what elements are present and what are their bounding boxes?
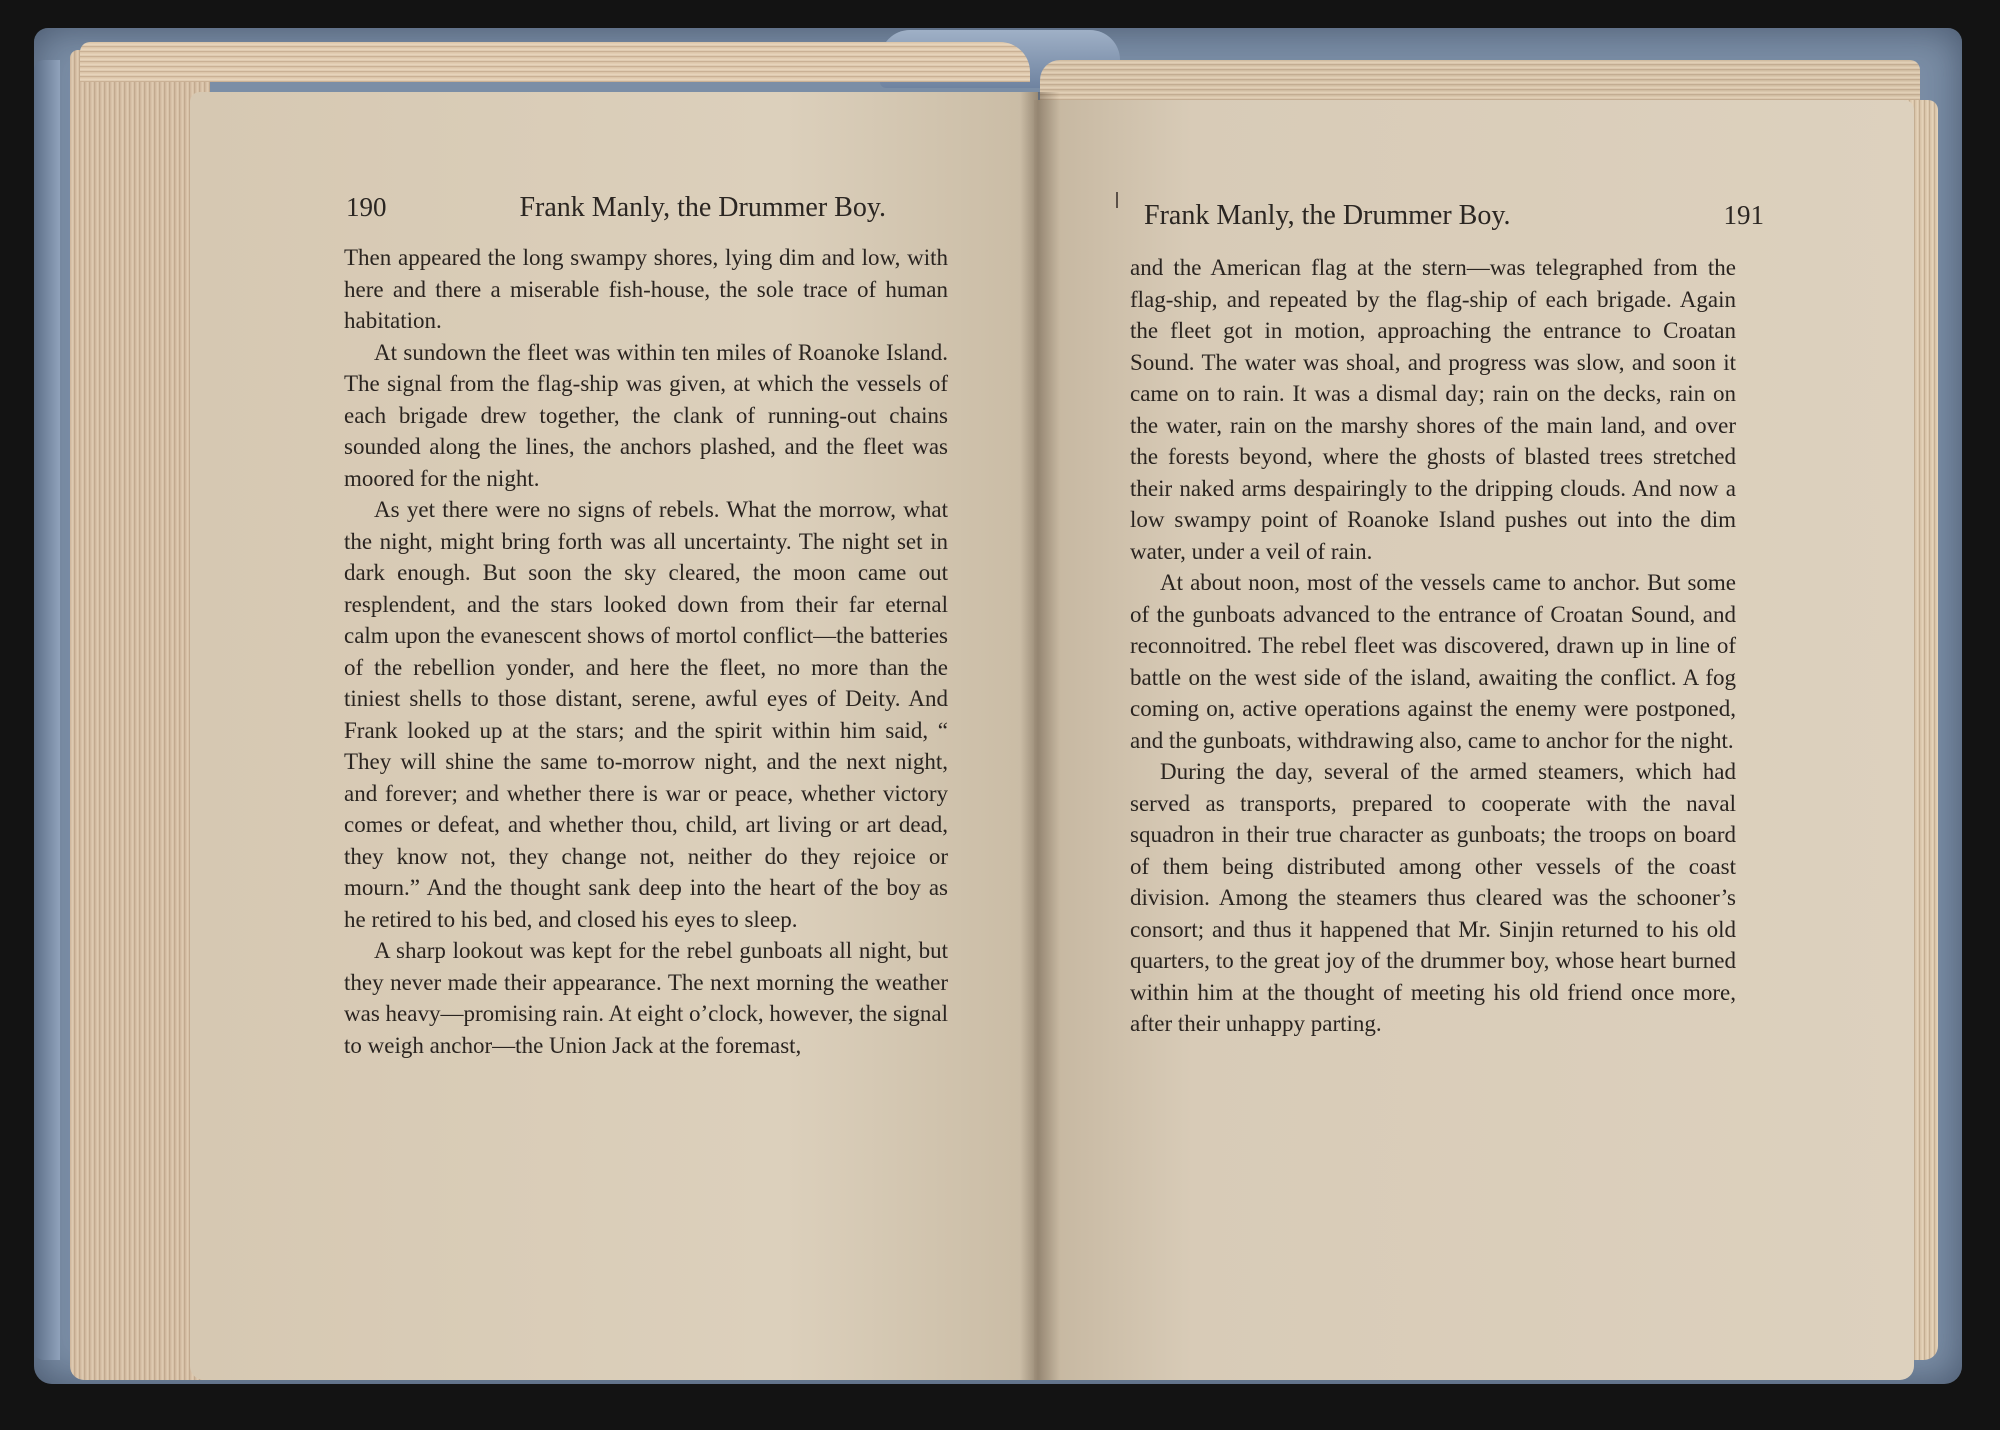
- right-page-body: [1130, 252, 1736, 1040]
- left-page-body: [344, 242, 948, 1061]
- left-page: [190, 92, 1038, 1380]
- paragraph: At sundown the fleet was within ten miles of Roanoke Island. The signal from the flag-ship was given, at which the vessels of each brigade drew together, the clank of running-out chains sounded along the lines, the anchors plashed, and the fleet was moored for the night.: [344, 339, 948, 491]
- paragraph: As yet there were no signs of rebels. What the morrow, what the night, might bring forth was all uncertainty. The night set in dark enough. But soon the sky cleared, the moon came out resplendent, and the stars looked down from their far eternal calm upon the evanescent shows of mortol conflict—the batteries of the rebellion yonder, and here the fleet, no more than the tiniest shells to those distant, serene, awful eyes of Deity. And Frank looked up at the stars; and the spirit within him said, “ They will shine the same to-morrow night, and the next night, and forever; and whether there is war or peace, whether victory comes or defeat, and whether thou, child, art living or art dead, they know not, they change not, neither do they rejoice or mourn.” And the thought sank deep into the heart of the boy as he retired to his bed, and closed his eyes to sleep.: [344, 497, 948, 932]
- cover-edge: [34, 60, 60, 1360]
- page-block-edge-left: [70, 50, 210, 1380]
- book-gutter: [1020, 92, 1060, 1380]
- paragraph: Then appeared the long swampy shores, lying dim and low, with here and there a miserable fish-house, the sole trace of human habitation.: [344, 245, 948, 333]
- left-page-number: 190: [346, 192, 387, 222]
- paragraph: During the day, several of the armed steamers, which had served as transports, prepared to cooperate with the naval squadron in their true character as gunboats; the troops on board of them being distributed among other vessels of the coast division. Among the steamers thus cleared was the schooner’s consort; and thus it happened that Mr. Sinjin returned to his old quarters, to the great joy of the drummer boy, whose heart burned within him at the thought of meeting his old friend once more, after their unhappy parting.: [1130, 759, 1736, 1036]
- page-block-edge-top-right: [1040, 60, 1920, 100]
- page-block-edge-top-left: [80, 42, 1030, 82]
- paragraph: A sharp lookout was kept for the rebel gunboats all night, but they never made their appearance. The next morning the weather was heavy—promising rain. At eight o’clock, however, the signal to weigh anchor—the Union Jack at the foremast,: [344, 938, 948, 1058]
- right-running-head: Frank Manly, the Drummer Boy.: [1144, 200, 1511, 231]
- left-page-header: [346, 190, 886, 225]
- paragraph: and the American flag at the stern—was telegraphed from the flag-ship, and repeated by the flag-ship of each brigade. Again the fleet got in motion, approaching the entrance to Croatan Sound. The water was shoal, and progress was slow, and soon it came on to rain. It was a dismal day; rain on the decks, rain on the water, rain on the marshy shores of the main land, and over the forests beyond, where the ghosts of blasted trees stretched their naked arms despairingly to the dripping clouds. And now a low swampy point of Roanoke Island pushes out into the dim water, under a veil of rain.: [1130, 255, 1736, 564]
- right-page: [1034, 100, 1914, 1380]
- left-running-head: Frank Manly, the Drummer Boy.: [519, 192, 886, 223]
- print-mark: [1116, 192, 1118, 208]
- right-page-number: 191: [1723, 200, 1764, 230]
- right-page-header: [1144, 198, 1764, 233]
- paragraph: At about noon, most of the vessels came to anchor. But some of the gunboats advanced to the entrance of Croatan Sound, and reconnoitred. The rebel fleet was discovered, drawn up in line of battle on the west side of the island, awaiting the conflict. A fog coming on, active operations against the enemy were postponed, and the gunboats, withdrawing also, came to anchor for the night.: [1130, 570, 1736, 753]
